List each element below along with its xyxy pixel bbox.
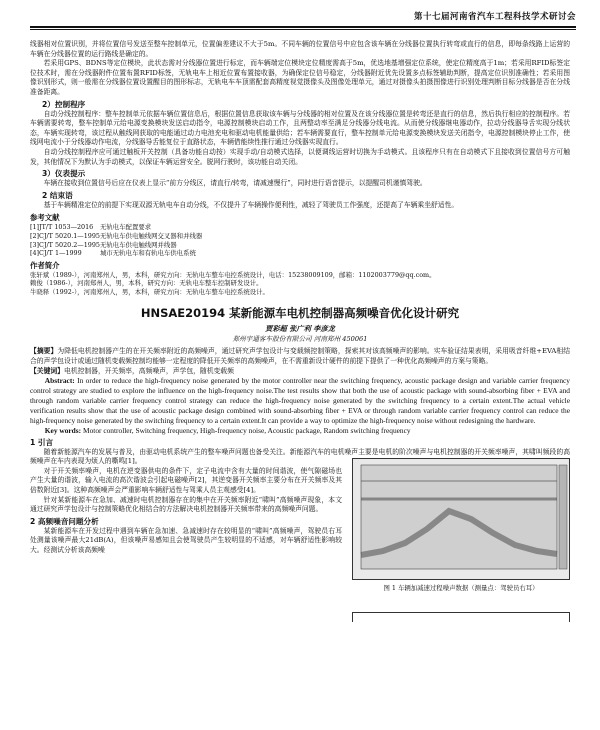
section-heading-dashboard: 3）仪表提示 <box>42 169 86 179</box>
abstract-text: 为降低电机控制器产生的在开关频率附近的高频噪声，通过研究声学包设计与变载频控制策略，探索其对该高频噪声的影响。实车验证结果表明，采用吸音纤维+EVA相结合的声学包设计或通过随机变载频控制均能够一定程度的降低开关频率的高频噪声，在不需重新设计硬件的前提下提供了一种优化高频噪声的方案与策略。 <box>30 347 571 366</box>
abstract-label: 【摘要】 <box>30 347 58 356</box>
next-figure-edge <box>352 612 570 622</box>
reference-title: 无轨电车配置要求 <box>100 223 152 232</box>
section-heading-conclusion: 2 结束语 <box>42 190 73 200</box>
color-scale-bar <box>559 465 567 569</box>
keywords-block <box>30 367 570 377</box>
english-keywords-label: Key words: <box>44 425 82 435</box>
reference-code: [4]CJ/T 1—1999 <box>30 249 82 258</box>
header-rule-thin <box>30 29 576 30</box>
section-heading-intro: 1 引言 <box>30 437 54 447</box>
control-paragraph-1: 自动分线控制程序：整车控制单元依据车辆位置信息后，根据位置信息获取该车辆与分线器的相对位置及在该分线器位置是转弯还是直行的信息，然后执行相应的控制程序。若车辆需要转弯，整车控制单元给电源变换模块发送启动指令，电源控制模块启动工作，且两整动率至满足分线器分线电流。从而使分线器继电器动作，拉动分线器导舌实现分线状态，车辆实现转弯，该过程从触线网获取的电能通过动力电池充电和驱动电机能量供给；若车辆需要直行，整车控制单元给电源变换模块发送关闭指令，电源控制模块停止工作，使线网电流小于分线器动作电流，分线器导舌能复位于直路状态，车辆借能续性推行通过分线器实现直行。 <box>30 109 570 147</box>
noise-spectrogram-figure <box>352 458 570 580</box>
author-intro-line: 赖俊（1986-），河南郑州人，男，本科，研究方向：无轨电车整车控制研发设计。 <box>30 279 263 288</box>
control-paragraph-2: 自动分线控制程序应可通过触板开关控制（具备功能自动按）实现手动/自动模式选择，以便调线运营时切换为手动模式。且该程序只有在自动模式下且接收到位置信号方可触发，其他情况下为默认为手动模式，以保证车辆运营安全。脱网行驶时，该功能自动关闭。 <box>30 147 570 166</box>
reference-code: [1]JT/T 1053—2016 <box>30 223 94 232</box>
paper-authors: 贾彩超 张广利 李彦龙 <box>265 324 335 334</box>
intro-paragraph-1: 随着新能源汽车的发展与普及，由驱动电机系统产生的整车噪声问题也备受关注。新能源汽车的电机噪声主要是电机的阶次噪声与电机控制器的开关频率噪声，其啸叫频段的高频噪声在车内表现为烦人的嘶鸣[1]。 <box>30 447 570 466</box>
figure-caption: 图 1 车辆加减速过程噪声数据（测量点：驾驶员右耳） <box>383 583 539 592</box>
abstract-block <box>30 347 570 366</box>
author-intro-line: 张轩斌（1989-），河南郑州人，男，本科，研究方向：无轨电车整车电控系统设计，电话：15238009109，邮箱：1102003779@qq.com。 <box>30 270 436 279</box>
english-keywords-text: Motor controller, Switching frequency, High-frequency noise, Acoustic package, Random switching frequency <box>83 425 411 435</box>
reference-item <box>30 223 570 232</box>
keywords-text: 电机控制器，开关频率，高频噪声，声学包，随机变载频 <box>63 366 234 375</box>
english-abstract <box>30 376 570 426</box>
author-intro-heading: 作者简介 <box>30 260 60 270</box>
dashboard-paragraph: 车辆在接收到位置信号后应在仪表上显示“前方分线区，请直行/转弯，请减速慢行”，同时进行语音提示，以提醒司机谨慎驾驶。 <box>43 179 427 188</box>
section-heading-control: 2）控制程序 <box>42 99 86 109</box>
paper-title: HNSAE20194 某新能源车电机控制器高频噪音优化设计研究 <box>140 306 460 321</box>
intro-paragraph-2: 对于开关频率噪声，电机在逆变器供电的条件下，定子电流中含有大量的时间谐波，使气隙磁场也产生大量的谐波，输入电流的高次谐波会引起电磁噪声[2]，其逆变器开关频率主要分布在开关频率及其倍数附近[3]。这种高频噪声会严重影响车辆舒适性与驾乘人员主观感受[4]。 <box>30 466 342 495</box>
reference-item <box>30 232 570 241</box>
two-column-section <box>30 436 570 636</box>
paper-affiliation: 郑州宇通客车股份有限公司 河南郑州 450061 <box>232 335 368 344</box>
page-header <box>30 10 576 26</box>
analysis-paragraph: 某新能源车在开发过程中遇到车辆在急加速、急减速时存在较明显的“啸叫”高频噪声，驾驶员右耳处测量该噪声最大21dB(A)，但该噪声易感知且会使驾驶员产生较明显的不适感，对车辆舒适性影响较大。经测试分析该高频噪 <box>30 526 342 555</box>
reference-item <box>30 241 570 250</box>
conclusion-paragraph: 基于车辆精准定位的前提下实现双源无轨电车自动分线，不仅提升了车辆操作便利性，减轻了驾驶员工作强度，还提高了车辆乘坐舒适性。 <box>43 200 459 209</box>
conference-title: 第十七届河南省汽车工程科技学术研讨会 <box>413 12 576 22</box>
reference-title: 无轨电车供电触线网交叉器和并线器 <box>100 231 203 240</box>
reference-code: [2]CJ/T 5020.1—1995 <box>30 231 100 240</box>
english-abstract-label: Abstract: <box>44 376 75 386</box>
positioning-paragraph: 若采用GPS、BDNS等定位模块，此状态需对分线器位置进行标定，而车辆端定位模块定位精度需高于5m，优选地基增强定位系统，使定位精度高于1m；若采用RFID标签定位技术时，需在分线器附件位置布置RFID标签，无轨电车上相近位置布置接收器，为确保定位信号稳定，分线器附近优先设置多点标签辅助判断，提高定位识别准确性；若采用图像识别形式，则一般需在分线器位置设置醒目的图形标志，无轨电车车顶需配套高精度视觉摄像头及图像处理单元，通过对摄像头拍摄图像进行识别处理判断目标分线器是否在分线准备距离。 <box>30 59 570 96</box>
keywords-label: 【关键词】 <box>30 366 64 375</box>
english-abstract-text: In order to reduce the high-frequency noise generated by the motor controller near the switching frequency, acoustic package design and variable carrier frequency control strategy are studied to explore the influence on the high-frequency noise.The test results show that both the use of acoustic package with sound-absorbing fiber + EVA and through random variable carrier frequency control strategy can reduce the high-frequency noise generated by the switching frequency to a certain extent.The actual vehicle verification results show that the use of acoustic package design combined with sound-absorbing fiber + EVA or through random variable carrier frequency control can reduce the high-frequency noise generated by the switching frequency to a certain extent.It can provide a way to optimize the high-frequency noise without redesigning the hardware. <box>30 376 570 425</box>
intro-paragraph-3: 针对某新能源车在急加、减速时电机控制器存在的集中在开关频率附近“啸叫”高频噪声现象，本文通过研究声学包设计与控制策略优化相结合的方法解决电机控制器开关频率带来的高频噪声问题。 <box>30 495 342 514</box>
reference-code: [3]CJ/T 5020.2—1995 <box>30 240 100 249</box>
reference-title: 无轨电车供电触线网并线器 <box>100 240 177 249</box>
author-intro-line: 牛晓释（1992-），河南郑州人，男，本科，研究方向：无轨电车整车电控系统设计。 <box>30 287 269 296</box>
section-heading-analysis: 2 高频噪音问题分析 <box>30 516 99 526</box>
reference-title: 城市无轨电车和有轨电车供电系统 <box>100 249 196 258</box>
continued-paragraph: 线器相对位置识别，并将位置信号发送至整车控制单元，位置偏差建议不大于5m。不同车辆的位置信号中应包含该车辆在分线器位置执行转弯或直行的信息，即每条线路上运营的车辆在分线器位置的运行路线是确定的。 <box>30 40 570 58</box>
references-heading: 参考文献 <box>30 213 60 223</box>
english-keywords <box>30 426 570 436</box>
intro-column <box>30 436 570 556</box>
spectrogram-graphic <box>353 459 570 580</box>
header-rule <box>30 26 576 28</box>
page-body <box>30 40 570 636</box>
reference-item <box>30 249 570 258</box>
